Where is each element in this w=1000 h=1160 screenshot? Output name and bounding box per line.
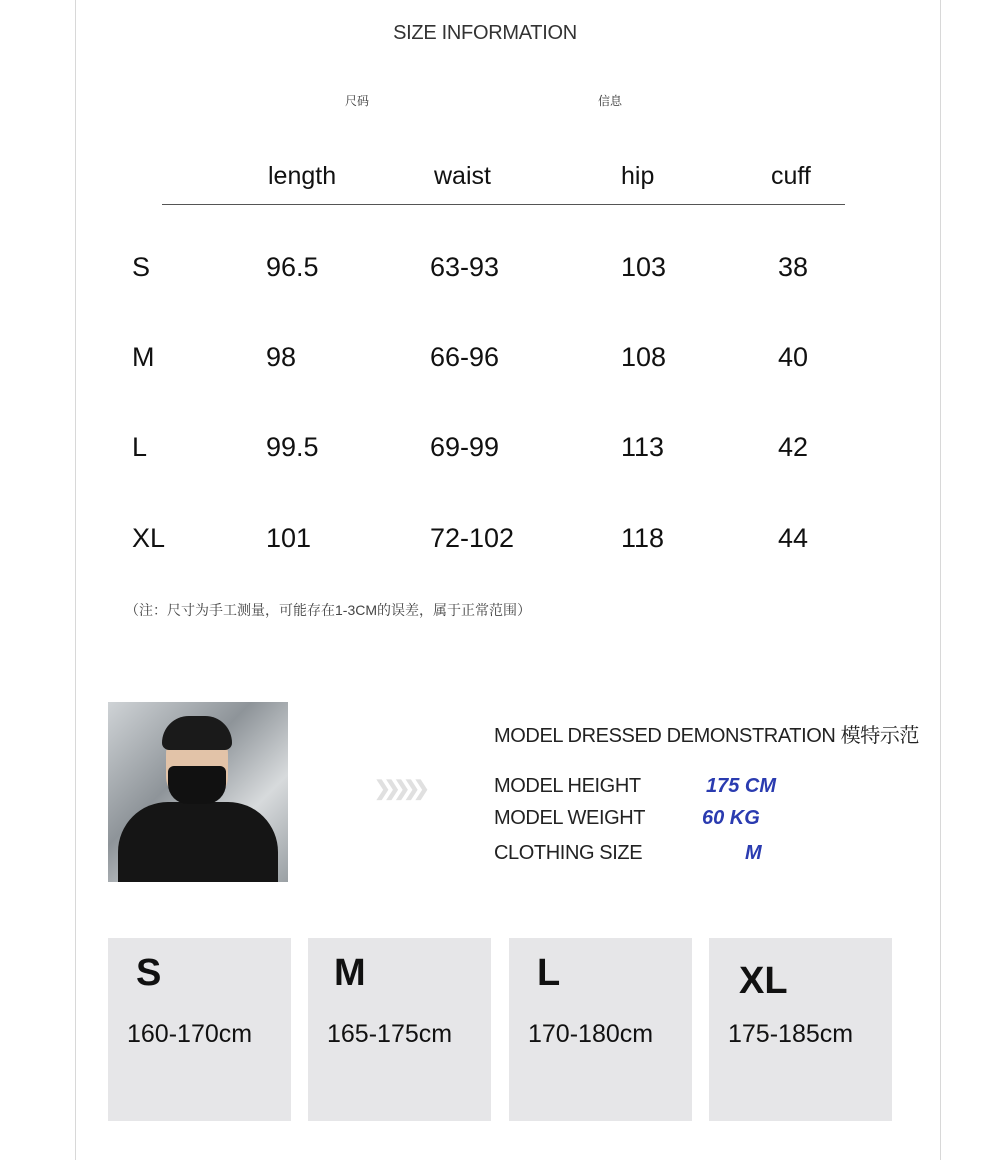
cell-waist: 66-96 [430,342,500,372]
cell-length: 101 [266,523,312,553]
cell-cuff: 44 [778,523,809,553]
model-height-value: 175 CM [706,775,777,797]
cell-waist: 63-93 [430,252,500,282]
size-card-range: 165-175cm [327,1020,453,1048]
model-section-title: MODEL DRESSED DEMONSTRATION 模特示范 [494,725,920,747]
clothing-size-value: M [745,842,762,864]
header-cuff: cuff [771,162,811,190]
model-photo [108,702,288,882]
model-height-label: MODEL HEIGHT [494,775,641,797]
subtitle-cn-info: 信息 [598,94,623,108]
size-card-label: L [537,952,561,994]
right-border [940,0,941,1160]
cell-hip: 118 [621,523,665,553]
size-card-m [308,938,491,1121]
header-divider [162,204,845,205]
row-size: S [132,252,151,282]
subtitle-cn-size: 尺码 [345,94,370,108]
cell-cuff: 38 [778,252,809,282]
cell-cuff: 42 [778,432,809,462]
measurement-note: （注：尺寸为手工测量，可能存在1-3CM的误差，属于正常范围） [125,602,532,618]
size-card-l [509,938,692,1121]
page-title: SIZE INFORMATION [393,22,577,44]
size-card-s [108,938,291,1121]
size-card-xl [709,938,892,1121]
model-weight-value: 60 KG [702,807,760,829]
cell-cuff: 40 [778,342,809,372]
size-card-label: M [334,952,366,994]
header-waist: waist [434,162,491,190]
left-border [75,0,76,1160]
header-hip: hip [621,162,655,190]
cell-length: 98 [266,342,297,372]
cell-length: 99.5 [266,432,319,462]
cell-waist: 72-102 [430,523,515,553]
size-card-label: XL [739,960,788,1002]
model-weight-label: MODEL WEIGHT [494,807,646,829]
header-length: length [268,162,337,190]
cell-waist: 69-99 [430,432,500,462]
size-card-range: 170-180cm [528,1020,654,1048]
chevrons-right-icon: ❯❯❯❯❯ [374,778,423,800]
cell-hip: 108 [621,342,667,372]
row-size: XL [132,523,166,553]
cell-length: 96.5 [266,252,319,282]
size-card-range: 175-185cm [728,1020,854,1048]
size-card-label: S [136,952,162,994]
row-size: L [132,432,148,462]
cell-hip: 103 [621,252,667,282]
cell-hip: 113 [621,432,665,462]
size-card-range: 160-170cm [127,1020,253,1048]
clothing-size-label: CLOTHING SIZE [494,842,643,864]
row-size: M [132,342,155,372]
